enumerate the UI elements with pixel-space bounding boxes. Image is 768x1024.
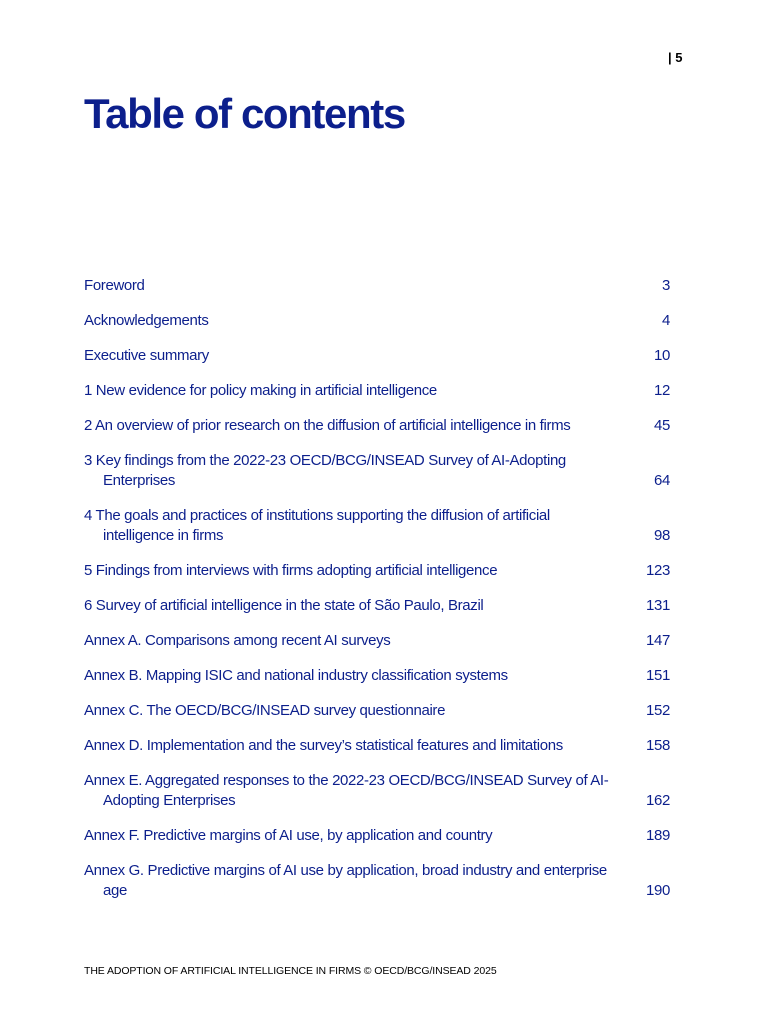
toc-entry[interactable] bbox=[84, 861, 670, 901]
toc-entry-title-line[interactable]: Annex A. Comparisons among recent AI surveys bbox=[84, 632, 391, 649]
toc-entry-page-number[interactable]: 151 bbox=[646, 667, 670, 684]
toc-entry[interactable] bbox=[84, 736, 670, 756]
toc-entry-page-number[interactable]: 131 bbox=[646, 597, 670, 614]
toc-entry[interactable] bbox=[84, 701, 670, 721]
toc-entry-page-number[interactable]: 152 bbox=[646, 702, 670, 719]
footer-text: THE ADOPTION OF ARTIFICIAL INTELLIGENCE IN FIRMS © OECD/BCG/INSEAD 2025 bbox=[84, 965, 497, 977]
toc-entry-title-line[interactable]: 4 The goals and practices of institutions supporting the diffusion of artificial bbox=[84, 507, 550, 524]
toc-entry[interactable] bbox=[84, 826, 670, 846]
toc-entry-title[interactable] bbox=[84, 346, 209, 366]
toc-entry-title[interactable] bbox=[84, 736, 563, 756]
toc-entry-page-number[interactable]: 3 bbox=[662, 277, 670, 294]
toc-entry[interactable] bbox=[84, 666, 670, 686]
toc-entry-title-line[interactable]: 5 Findings from interviews with firms adopting artificial intelligence bbox=[84, 562, 498, 579]
toc-entry[interactable] bbox=[84, 596, 670, 616]
toc-entry-title-line[interactable]: Annex G. Predictive margins of AI use by application, broad industry and enterprise bbox=[84, 862, 607, 879]
toc-entry[interactable] bbox=[84, 631, 670, 651]
toc-entry[interactable] bbox=[84, 771, 670, 811]
toc-entry[interactable] bbox=[84, 506, 670, 546]
toc-entry-title[interactable] bbox=[84, 666, 508, 686]
toc-entry[interactable] bbox=[84, 276, 670, 296]
toc-entry-page-number[interactable]: 158 bbox=[646, 737, 670, 754]
toc-entry-page-number[interactable]: 64 bbox=[654, 472, 670, 489]
toc-entry-title[interactable] bbox=[84, 631, 390, 651]
toc-entry[interactable] bbox=[84, 451, 670, 491]
toc-entry-title-line[interactable]: Foreword bbox=[84, 277, 145, 294]
table-of-contents bbox=[84, 276, 670, 916]
toc-entry-title[interactable] bbox=[84, 701, 445, 721]
toc-entry-title[interactable] bbox=[84, 381, 437, 401]
toc-entry-title-line[interactable]: Annex D. Implementation and the survey’s statistical features and limitations bbox=[84, 737, 563, 754]
toc-entry-title[interactable] bbox=[84, 416, 570, 436]
toc-entry-title-line[interactable]: Acknowledgements bbox=[84, 312, 209, 329]
toc-entry-page-number[interactable]: 4 bbox=[662, 312, 670, 329]
toc-entry-page-number[interactable]: 147 bbox=[646, 632, 670, 649]
page-number: | 5 bbox=[668, 50, 683, 65]
toc-entry-page-number[interactable]: 123 bbox=[646, 562, 670, 579]
toc-entry-title-line[interactable]: Annex E. Aggregated responses to the 2022-23 OECD/BCG/INSEAD Survey of AI- bbox=[84, 772, 609, 789]
toc-entry-title[interactable] bbox=[84, 826, 492, 846]
toc-entry[interactable] bbox=[84, 561, 670, 581]
toc-entry-page-number[interactable]: 189 bbox=[646, 827, 670, 844]
toc-entry-title[interactable] bbox=[84, 561, 497, 581]
toc-entry-title[interactable] bbox=[84, 276, 145, 296]
toc-entry-title[interactable] bbox=[84, 506, 550, 546]
toc-entry[interactable] bbox=[84, 311, 670, 331]
page-title: Table of contents bbox=[84, 90, 405, 137]
toc-entry-page-number[interactable]: 45 bbox=[654, 417, 670, 434]
toc-entry-page-number[interactable]: 10 bbox=[654, 347, 670, 364]
toc-entry-title[interactable] bbox=[84, 311, 208, 331]
toc-entry-title[interactable] bbox=[84, 451, 566, 491]
toc-entry-title-line[interactable]: 2 An overview of prior research on the diffusion of artificial intelligence in firms bbox=[84, 417, 571, 434]
toc-entry-title-continuation[interactable]: Adopting Enterprises bbox=[103, 792, 236, 809]
toc-entry-title-line[interactable]: Annex F. Predictive margins of AI use, by application and country bbox=[84, 827, 493, 844]
toc-entry-title-continuation[interactable]: intelligence in firms bbox=[103, 527, 224, 544]
toc-entry-title-line[interactable]: Annex C. The OECD/BCG/INSEAD survey questionnaire bbox=[84, 702, 446, 719]
toc-entry-page-number[interactable]: 162 bbox=[646, 792, 670, 809]
toc-entry-page-number[interactable]: 190 bbox=[646, 882, 670, 899]
toc-entry-title-continuation[interactable]: age bbox=[103, 882, 127, 899]
toc-entry[interactable] bbox=[84, 381, 670, 401]
toc-entry-title[interactable] bbox=[84, 861, 607, 901]
toc-entry-title-continuation[interactable]: Enterprises bbox=[103, 472, 176, 489]
toc-entry-page-number[interactable]: 98 bbox=[654, 527, 670, 544]
toc-entry-title-line[interactable]: 6 Survey of artificial intelligence in the state of São Paulo, Brazil bbox=[84, 597, 484, 614]
toc-entry[interactable] bbox=[84, 416, 670, 436]
toc-entry-title-line[interactable]: Executive summary bbox=[84, 347, 209, 364]
toc-entry-title[interactable] bbox=[84, 596, 483, 616]
toc-entry-title-line[interactable]: 3 Key findings from the 2022-23 OECD/BCG/INSEAD Survey of AI-Adopting bbox=[84, 452, 566, 469]
toc-entry-title[interactable] bbox=[84, 771, 608, 811]
toc-entry-title-line[interactable]: 1 New evidence for policy making in artificial intelligence bbox=[84, 382, 437, 399]
toc-entry-page-number[interactable]: 12 bbox=[654, 382, 670, 399]
toc-entry-title-line[interactable]: Annex B. Mapping ISIC and national industry classification systems bbox=[84, 667, 508, 684]
toc-entry[interactable] bbox=[84, 346, 670, 366]
